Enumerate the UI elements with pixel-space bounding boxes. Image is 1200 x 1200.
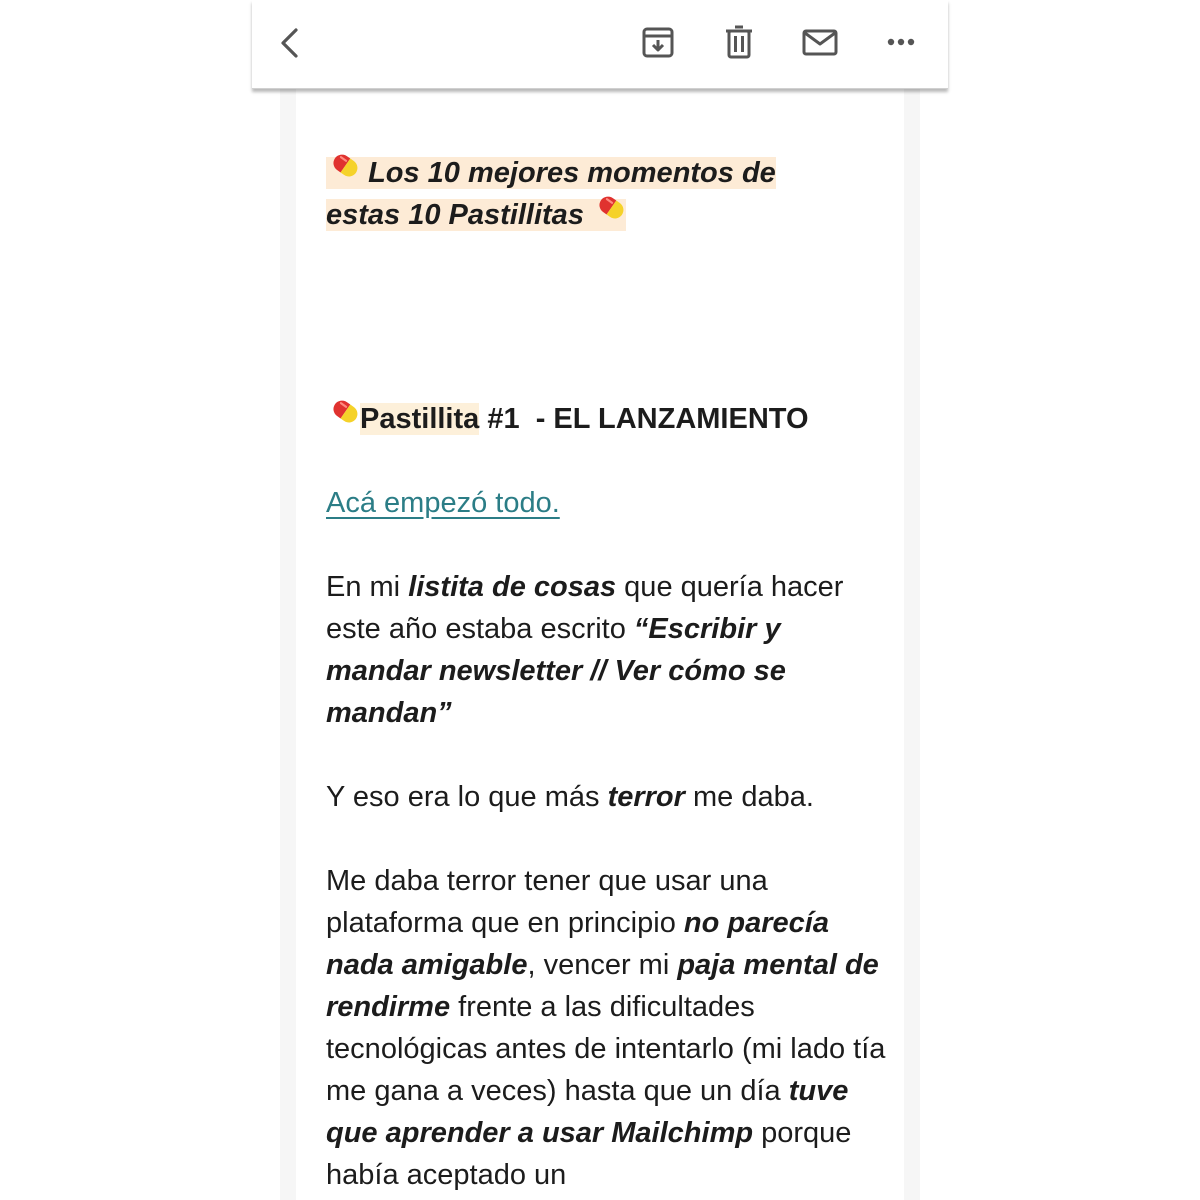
pill-emoji-icon <box>592 194 626 228</box>
mark-unread-button[interactable] <box>800 22 840 62</box>
chevron-left-icon <box>270 22 310 62</box>
start-link[interactable]: Acá empezó todo. <box>326 487 560 519</box>
back-button[interactable] <box>270 22 310 62</box>
more-options-button[interactable] <box>881 22 921 62</box>
heading-highlight-line1: Los 10 mejores momentos de <box>326 157 776 189</box>
pill-emoji-icon <box>326 152 360 186</box>
archive-icon <box>638 22 678 62</box>
section-title <box>326 398 809 440</box>
section-title-highlight: Pastillita <box>360 403 480 435</box>
pill-emoji-icon <box>326 398 360 432</box>
paragraph-2: Y eso era lo que más terror me daba. <box>326 781 814 813</box>
envelope-icon <box>800 22 840 62</box>
section-title-rest: #1 - EL LANZAMIENTO <box>479 403 809 435</box>
trash-icon <box>719 22 759 62</box>
archive-button[interactable] <box>638 22 678 62</box>
heading-highlight-line2: estas 10 Pastillitas <box>326 199 626 231</box>
delete-button[interactable] <box>719 22 759 62</box>
more-horizontal-icon <box>881 22 921 62</box>
paragraph-3: Me daba terror tener que usar una plataforma que en principio no parecía nada amigable, vencer mi paja mental de rendirme frente a las dificultades tecnológicas antes de intentarlo (mi lado tía me gana a veces) hasta que un día tuve que aprender a usar Mailchimp porque había aceptado un <box>326 865 886 1191</box>
paragraph-1: En mi listita de cosas que quería hacer este año estaba escrito “Escribir y mandar newsletter // Ver cómo se mandan” <box>326 571 844 729</box>
email-heading <box>326 152 846 236</box>
email-toolbar <box>252 0 948 89</box>
